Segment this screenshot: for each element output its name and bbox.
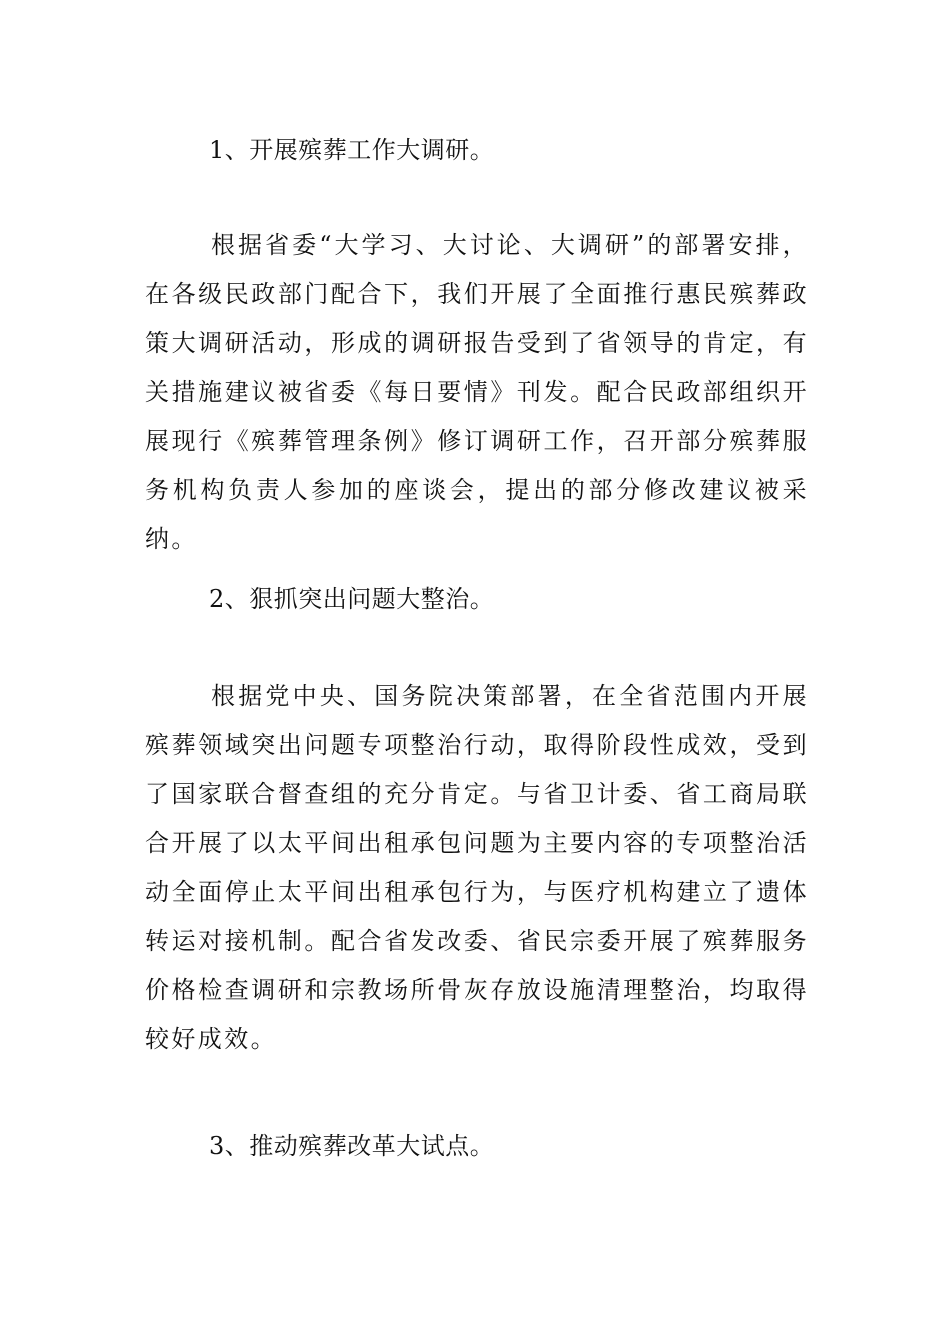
section-heading-1: 1、开展殡葬工作大调研。 bbox=[209, 136, 495, 164]
section-heading-3: 3、推动殡葬改革大试点。 bbox=[209, 1132, 495, 1160]
section-heading-2: 2、狠抓突出问题大整治。 bbox=[209, 585, 495, 613]
section-paragraph-1: 根据省委“大学习、大讨论、大调研”的部署安排，在各级民政部门配合下，我们开展了全面推行惠民殡葬政策大调研活动，形成的调研报告受到了省领导的肯定，有关措施建议被省委《每日要情》刊发。配合民政部组织开展现行《殡葬管理条例》修订调研工作，召开部分殡葬服务机构负责人参加的座谈会，提出的部分修改建议被采纳。 bbox=[145, 231, 809, 553]
section-paragraph-2: 根据党中央、国务院决策部署，在全省范围内开展殡葬领域突出问题专项整治行动，取得阶段性成效，受到了国家联合督查组的充分肯定。与省卫计委、省工商局联合开展了以太平间出租承包问题为主要内容的专项整治活动全面停止太平间出租承包行为，与医疗机构建立了遗体转运对接机制。配合省发改委、省民宗委开展了殡葬服务价格检查调研和宗教场所骨灰存放设施清理整治，均取得较好成效。 bbox=[145, 682, 809, 1053]
